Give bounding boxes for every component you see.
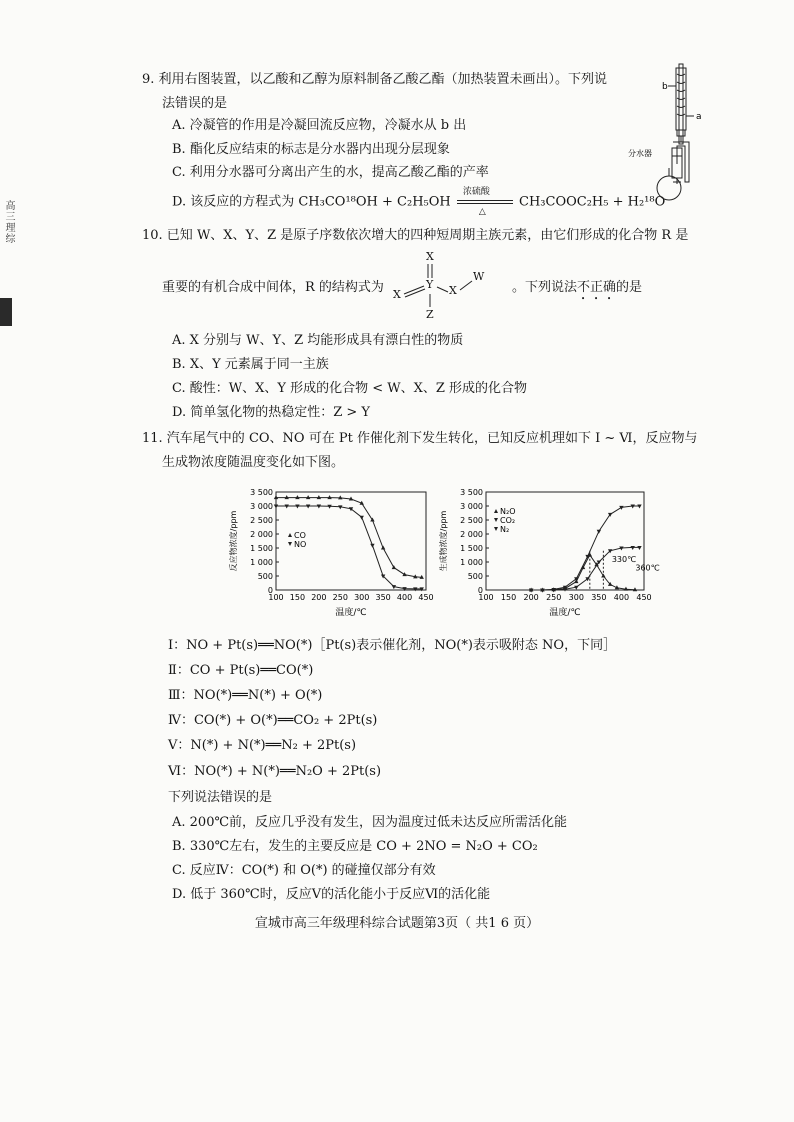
y-tick-label: 1 500 — [250, 544, 273, 553]
q10-option-d: D. 简单氢化物的热稳定性：Z > Y — [172, 405, 370, 420]
y-tick-label: 3 500 — [250, 488, 273, 497]
arrow-condition-top: 浓硫酸 — [462, 187, 490, 197]
side-label: 高三理综 — [3, 200, 14, 244]
q9-option-d-right: CH₃COOC₂H₅ + H₂¹⁸O — [519, 194, 666, 210]
data-point-N₂ — [585, 577, 589, 581]
q9-option-d-left: D. 该反应的方程式为 CH₃CO¹⁸OH + C₂H₅OH — [172, 194, 451, 210]
q9-option-d — [172, 187, 666, 217]
reaction-6: Ⅵ：NO(*) + N(*)══N₂O + 2Pt(s) — [168, 764, 382, 779]
label-a: a — [696, 112, 702, 122]
q9-option-a: A. 冷凝管的作用是冷凝回流反应物，冷凝水从 b 出 — [172, 118, 467, 133]
legend-marker — [494, 509, 498, 513]
y-tick-label: 0 — [477, 586, 483, 595]
reaction-4: Ⅳ：CO(*) + O(*)══CO₂ + 2Pt(s) — [168, 713, 378, 728]
q10-stem-post: 。下列说法 — [512, 280, 578, 295]
chart-product-concentration — [436, 484, 660, 624]
round-bottom-flask — [657, 176, 681, 200]
q11-option-c: C. 反应Ⅳ：CO(*) 和 O(*) 的碰撞仅部分有效 — [172, 863, 436, 878]
x-tick-label: 200 — [311, 593, 327, 602]
x-tick-label: 350 — [375, 593, 391, 602]
annotation-label: 360℃ — [635, 563, 660, 573]
series-line-N₂ — [531, 547, 639, 590]
q10-stem-line2 — [162, 280, 384, 296]
q10-stem-line1: 10. 已知 W、X、Y、Z 是原子序数依次增大的四种短周期主族元素，由它们形成的化合物 R 是 — [142, 228, 689, 243]
y-tick-label: 3 000 — [250, 502, 273, 511]
struct-z: Z — [426, 308, 434, 321]
x-tick-label: 100 — [478, 593, 494, 602]
y-tick-label: 1 000 — [460, 558, 483, 567]
legend-marker — [494, 527, 498, 531]
y-tick-label: 0 — [267, 586, 273, 595]
q10-option-b: B. X、Y 元素属于同一主族 — [172, 357, 329, 372]
y-tick-label: 500 — [467, 572, 483, 581]
q10-stem-tail — [512, 280, 642, 303]
x-tick-label: 250 — [332, 593, 348, 602]
q10-option-a: A. X 分别与 W、Y、Z 均能形成具有漂白性的物质 — [172, 333, 464, 348]
x-tick-label: 200 — [523, 593, 539, 602]
structural-formula — [393, 250, 503, 320]
x-tick-label: 100 — [268, 593, 284, 602]
x-tick-label: 150 — [289, 593, 306, 602]
y-tick-label: 3 500 — [460, 488, 483, 497]
binding-mark — [0, 298, 12, 326]
x-tick-label: 250 — [546, 593, 562, 602]
data-point-NO — [349, 507, 353, 511]
data-point-N₂ — [637, 546, 641, 550]
x-tick-label: 400 — [613, 593, 630, 602]
x-axis-label: 温度/℃ — [335, 608, 367, 618]
x-axis-label: 温度/℃ — [549, 608, 581, 618]
y-tick-label: 1 500 — [460, 544, 483, 553]
q11-option-a: A. 200℃前，反应几乎没有发生，因为温度过低未达反应所需活化能 — [172, 815, 568, 830]
y-tick-label: 2 000 — [460, 530, 483, 539]
y-tick-label: 3 000 — [460, 502, 483, 511]
reaction-3: Ⅲ：NO(*)══N(*) + O(*) — [168, 688, 323, 703]
x-tick-label: 350 — [591, 593, 607, 602]
q11-prompt: 下列说法错误的是 — [168, 790, 273, 805]
y-tick-label: 2 000 — [250, 530, 273, 539]
x-tick-label: 450 — [636, 593, 652, 602]
reaction-arrow — [457, 187, 513, 217]
q10-stem-end: 的是 — [616, 280, 643, 295]
y-axis-label: 反应物浓度/ppm — [229, 510, 238, 572]
struct-y: Y — [426, 278, 434, 291]
q10-option-c: C. 酸性：W、X、Y 形成的化合物 < W、X、Z 形成的化合物 — [172, 381, 528, 396]
legend-marker — [288, 533, 292, 537]
y-tick-label: 2 500 — [460, 516, 483, 525]
struct-bonds — [393, 250, 503, 320]
data-point-CO — [381, 546, 385, 550]
x-tick-label: 300 — [354, 593, 370, 602]
joint — [677, 130, 685, 136]
y-tick-label: 2 500 — [250, 516, 273, 525]
y-tick-label: 500 — [257, 572, 273, 581]
x-tick-label: 300 — [568, 593, 584, 602]
x-tick-label: 150 — [500, 593, 517, 602]
struct-w: W — [473, 270, 485, 283]
q10-stem-pre: 重要的有机合成中间体，R 的结构式为 — [162, 280, 384, 295]
struct-x-right: X — [449, 284, 457, 297]
reaction-1: Ⅰ：NO + Pt(s)══NO(*)［Pt(s)表示催化剂，NO(*)表示吸附态 NO，下同］ — [168, 638, 617, 653]
annotation-label: 330℃ — [611, 555, 637, 564]
data-point-NO — [360, 516, 364, 520]
water-separator — [673, 136, 689, 182]
legend-label: CO — [294, 531, 306, 540]
x-tick-label: 450 — [418, 593, 434, 602]
q11-option-d: D. 低于 360℃时，反应Ⅴ的活化能小于反应Ⅵ的活化能 — [172, 887, 491, 902]
struct-x-top: X — [426, 250, 434, 263]
legend-label: N₂ — [500, 525, 510, 534]
condenser-coil — [677, 74, 685, 116]
q11-option-b: B. 330℃左右，发生的主要反应是 CO + 2NO = N₂O + CO₂ — [172, 839, 538, 854]
reaction-2: Ⅱ：CO + Pt(s)══CO(*) — [168, 663, 314, 678]
data-point-NO — [370, 544, 374, 548]
q9-option-c: C. 利用分水器可分离出产生的水，提高乙酸乙酯的产率 — [172, 165, 489, 180]
chart-reactant-concentration — [226, 484, 436, 624]
y-axis-label: 生成物浓度/ppm — [439, 510, 448, 572]
legend-marker — [494, 518, 498, 522]
page-footer: 宣城市高三年级理科综合试题第3页（ 共1 6 页） — [254, 916, 540, 931]
q11-stem-line2: 生成物浓度随温度变化如下图。 — [162, 455, 345, 470]
legend-label: NO — [294, 540, 307, 549]
legend-label: CO₂ — [500, 516, 516, 525]
legend-marker — [288, 542, 292, 546]
reaction-5: Ⅴ：N(*) + N(*)══N₂ + 2Pt(s) — [168, 738, 357, 753]
q9-stem-line2: 法错误的是 — [162, 96, 228, 111]
x-tick-label: 400 — [396, 593, 413, 602]
label-b: b — [662, 82, 668, 92]
arrow-condition-bottom: △ — [478, 207, 486, 217]
q10-stem-emphasis: 不正确 — [577, 280, 617, 295]
struct-x-left: X — [393, 288, 401, 301]
data-point-CO₂ — [597, 530, 601, 534]
label-water-separator: 分水器 — [628, 149, 652, 158]
q9-stem-line1: 9. 利用右图装置，以乙酸和乙醇为原料制备乙酸乙酯（加热装置未画出）。下列说 — [142, 72, 608, 87]
y-tick-label: 1 000 — [250, 558, 273, 567]
q11-stem-line1: 11. 汽车尾气中的 CO、NO 可在 Pt 作催化剂下发生转化，已知反应机理如下 Ⅰ ~ Ⅵ，反应物与 — [142, 431, 698, 446]
apparatus-figure — [628, 64, 718, 204]
legend-label: N₂O — [500, 507, 516, 516]
q9-option-b: B. 酯化反应结束的标志是分水器内出现分层现象 — [172, 142, 450, 157]
